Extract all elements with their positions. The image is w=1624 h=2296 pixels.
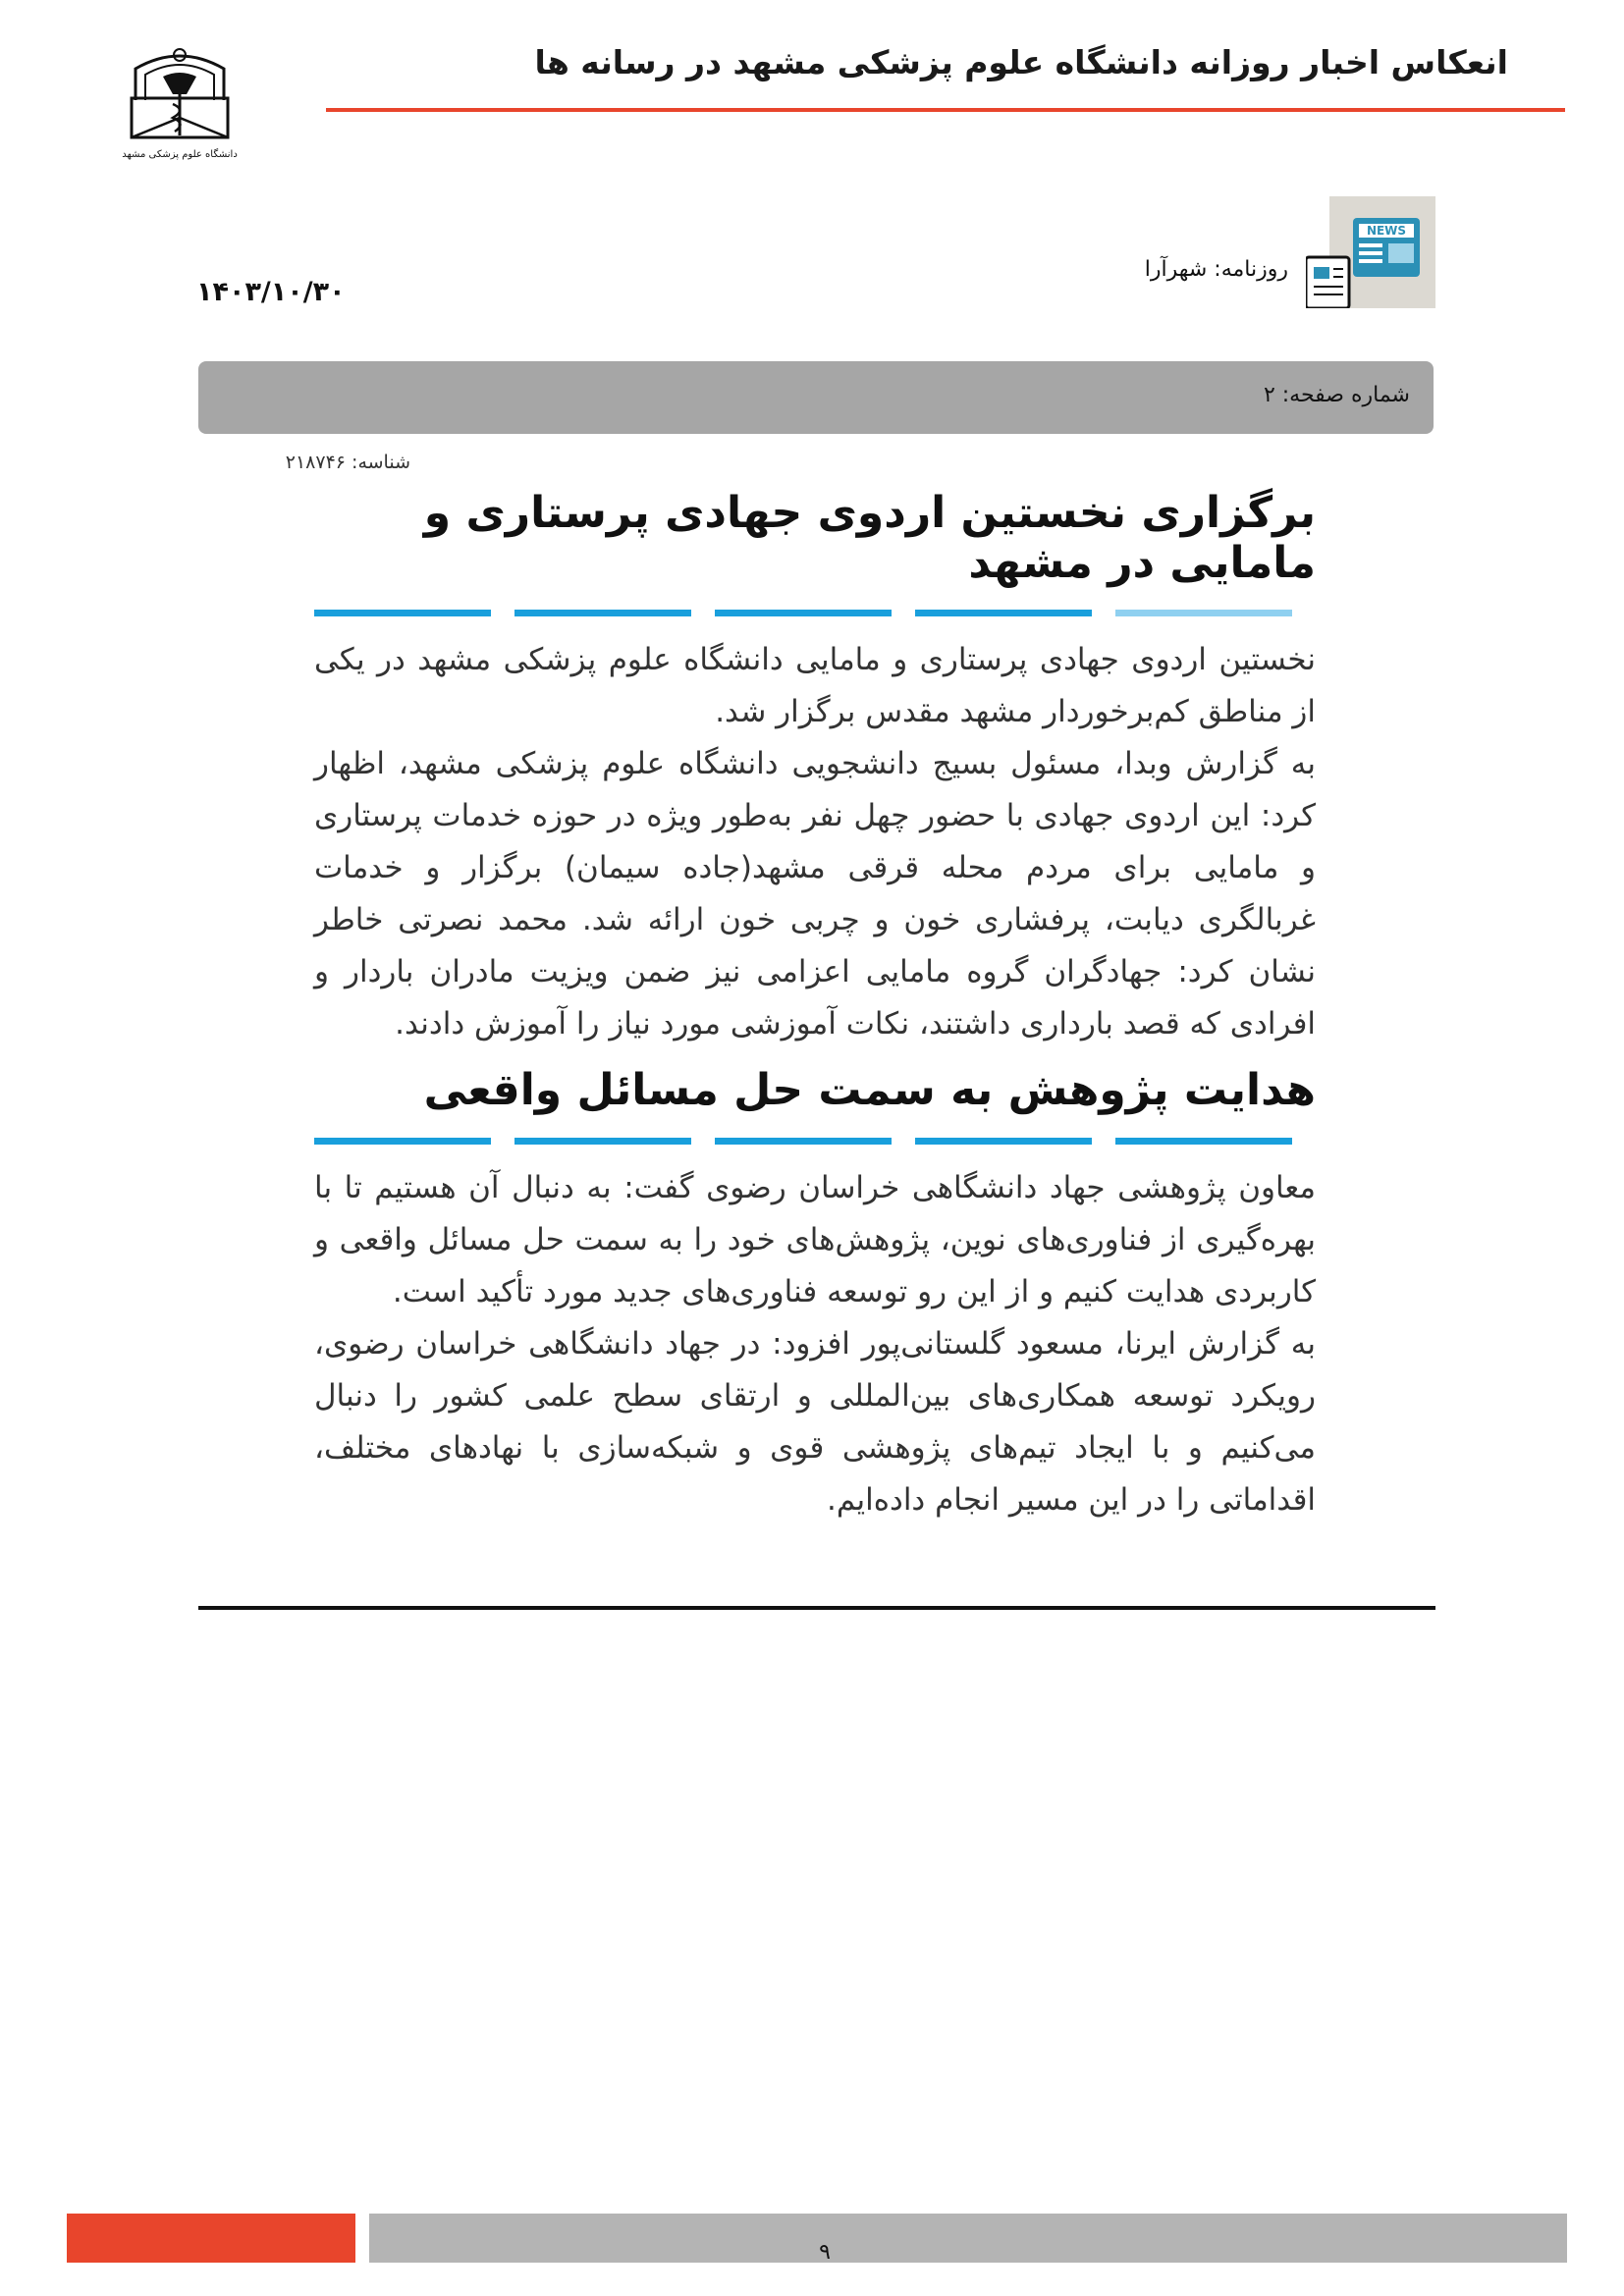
article-paragraph: معاون پژوهشی جهاد دانشگاهی خراسان رضوی گفت: به دنبال آن هستیم تا با بهره‌گیری از فناوری‌های نوین، پژوهش‌های خود را به سمت حل مسائل واقعی و کاربردی هدایت کنیم و از این رو توسعه فناوری‌های جدید مورد تأکید است.: [314, 1169, 1316, 1309]
university-logo: [116, 39, 244, 165]
article-body: [314, 634, 1316, 1050]
footer-bar: [369, 2214, 1567, 2263]
svg-text:دانشگاه علوم پزشکی مشهد: دانشگاه علوم پزشکی مشهد: [122, 149, 238, 160]
article-paragraph: نخستین اردوی جهادی پرستاری و مامایی دانشگاه علوم پزشکی مشهد در یکی از مناطق کم‌برخوردار مشهد مقدس برگزار شد.: [314, 642, 1316, 730]
page-number: ۹: [819, 2240, 831, 2265]
article-headline: هدایت پژوهش به سمت حل مسائل واقعی: [423, 1065, 1316, 1115]
page-number-label: شماره صفحه: ۲: [1263, 383, 1410, 407]
article-2: [314, 1066, 1316, 1526]
article-paragraph: به گزارش وبدا، مسئول بسیج دانشجویی دانشگاه علوم پزشکی مشهد، اظهار کرد: این اردوی جهادی با حضور چهل نفر به‌طور ویژه در حوزه خدمات پرستاری و مامایی برای مردم محله قرقی مشهد(جاده سیمان) برگزار و خدمات غربالگری دیابت، پرفشاری خون و چربی خون ارائه شد. محمد نصرتی خاطر نشان کرد: جهادگران گروه مامایی اعزامی نیز ضمن ویزیت مادران باردار و افرادی که قصد بارداری داشتند، نکات آموزشی مورد نیاز را آموزش دادند.: [314, 746, 1316, 1042]
newspaper-name: روزنامه: شهرآرا: [1144, 257, 1288, 282]
newspaper-icon: [1306, 196, 1435, 308]
headline-underline: [314, 1138, 1316, 1145]
section-end-rule: [198, 1606, 1435, 1610]
headline-underline: [314, 610, 1316, 616]
publication-date: ۱۴۰۳/۱۰/۳۰: [196, 277, 346, 307]
article-headline: برگزاری نخستین اردوی جهادی پرستاری و مامایی در مشهد: [423, 488, 1316, 588]
article-id: شناسه: ۲۱۸۷۴۶: [285, 452, 410, 473]
article-paragraph: به گزارش ایرنا، مسعود گلستانی‌پور افزود: در جهاد دانشگاهی خراسان رضوی، رویکرد توسعه همکاری‌های بین‌المللی و ارتقای سطح علمی کشور را دنبال می‌کنیم و با ایجاد تیم‌های پژوهشی قوی و شبکه‌سازی با نهادهای مختلف، اقداماتی را در این مسیر انجام داده‌ایم.: [314, 1325, 1316, 1518]
article-1: [314, 489, 1316, 1050]
article-body: [314, 1162, 1316, 1526]
svg-text:NEWS: NEWS: [1366, 224, 1407, 238]
footer-accent-bar: [67, 2214, 355, 2263]
header-rule: [326, 108, 1565, 112]
report-title: انعکاس اخبار روزانه دانشگاه علوم پزشکی مشهد در رسانه ها: [534, 43, 1508, 81]
page-info-bar: [198, 361, 1434, 434]
